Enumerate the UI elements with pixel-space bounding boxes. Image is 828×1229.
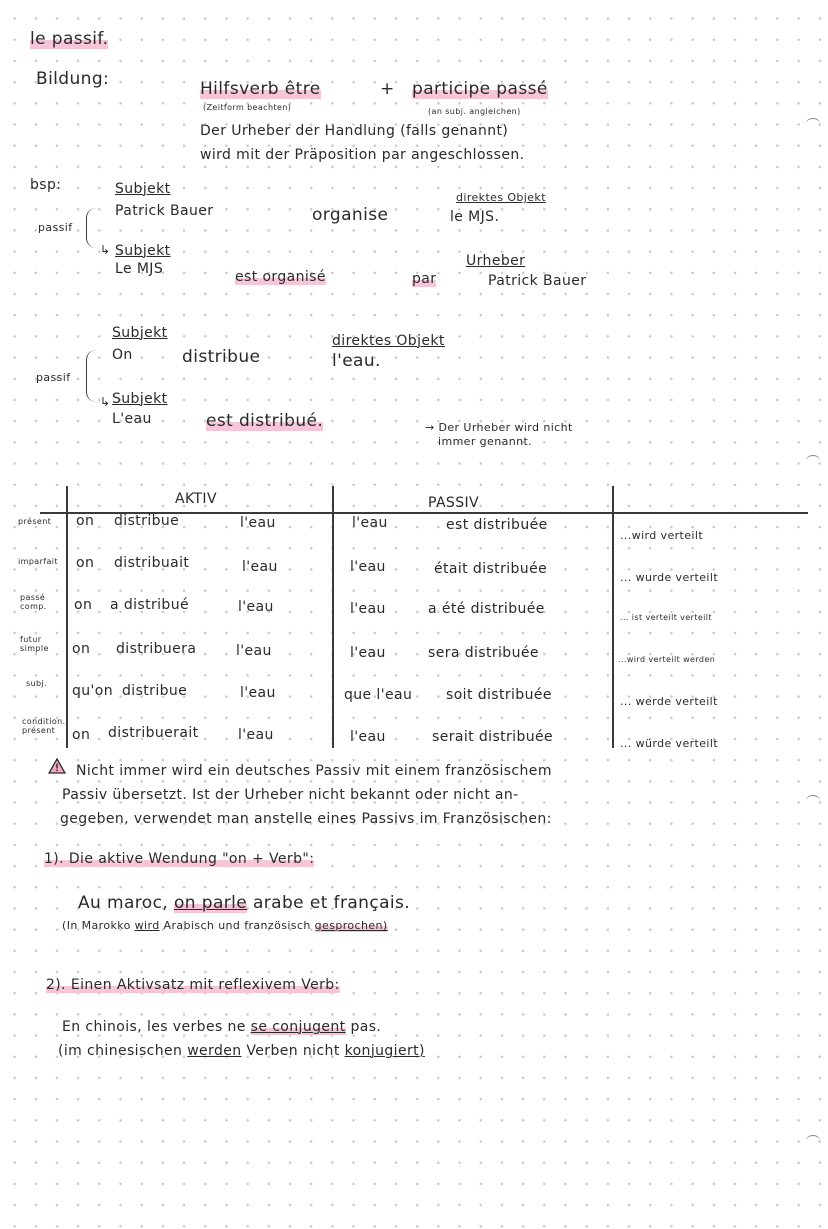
passiv-subject: que l'eau [344,687,413,703]
punch-hole-mark [806,1135,820,1146]
passiv-subject: l'eau [352,515,388,531]
verb-c: distribue [182,347,261,367]
subjekt-label-a: Subjekt [115,181,171,197]
warning-icon-svg [48,758,66,774]
aktiv-subject: on [76,513,95,529]
point2-heading: 2). Einen Aktivsatz mit reflexivem Verb: [46,977,340,993]
punch-hole-mark [806,118,820,129]
punch-hole-mark [806,455,820,466]
aktiv-object: l'eau [238,599,274,615]
passiv-verb: a été distribuée [428,601,545,617]
aktiv-verb: distribue [122,683,188,699]
aktiv-object: l'eau [240,685,276,701]
passiv-subject: l'eau [350,601,386,617]
german-translation: ... wurde verteilt [620,571,719,584]
aktiv-object: l'eau [238,727,274,743]
bildung-line1: Der Urheber der Handlung (falls genannt) [200,123,509,139]
point1-heading: 1). Die aktive Wendung "on + Verb": [44,851,315,867]
subject-c: On [112,347,133,363]
aktiv-header: AKTIV [175,491,217,507]
bildung-note-left: (Zeitform beachten) [203,103,292,112]
formula-left: Hilfsverb être [200,79,321,99]
object-label-2: direktes Objekt [332,333,445,349]
urheber-label: Urheber [466,253,526,269]
passiv-verb: serait distribuée [432,729,554,745]
tense-label: imparfait [18,557,58,566]
aktiv-verb: distribue [114,513,180,529]
formula-plus: + [380,79,395,99]
aktiv-verb: a distribué [110,597,190,613]
bracket-1 [86,208,97,248]
object-c: l'eau. [332,351,381,371]
warning-line3: gegeben, verwendet man anstelle eines Passivs im Französischen: [60,811,552,827]
page-title: le passif. [30,29,109,49]
tense-label: présent [18,517,52,526]
bsp-label: bsp: [30,177,62,193]
point2-translation: (im chinesischen werden Verben nicht konjugiert) [58,1043,425,1059]
verb-d: est distribué. [206,411,324,431]
tense-label: passé comp. [20,593,47,611]
subject-b: Le MJS [115,261,164,277]
aktiv-subject: on [74,597,93,613]
aktiv-subject: on [72,641,91,657]
note-line1: → Der Urheber wird nicht [425,421,573,434]
aktiv-verb: distribuera [116,641,197,657]
aktiv-verb: distribuerait [108,725,199,741]
subject-a: Patrick Bauer [115,203,214,219]
object-label-1: direktes Objekt [456,191,546,204]
german-translation: ...wird verteilt werden [618,655,716,664]
passiv-verb: est distribuée [446,517,548,533]
passiv-verb: soit distribuée [446,687,552,703]
aktiv-object: l'eau [242,559,278,575]
arrow-icon: ↳ [100,395,111,409]
arrow-icon: ↳ [100,243,111,257]
passiv-header: PASSIV [428,495,480,511]
aktiv-subject: qu'on [72,683,114,699]
table-divider-german [612,486,614,748]
aktiv-object: l'eau [240,515,276,531]
passiv-subject: l'eau [350,559,386,575]
subjekt-label-c: Subjekt [112,325,168,341]
passif-label-1: passif [38,221,73,234]
german-translation: ... würde verteilt [620,737,719,750]
warning-icon [48,758,66,774]
german-translation: ...wird verteilt [620,529,704,542]
bildung-line2: wird mit der Präposition par angeschlossen. [200,147,525,163]
tense-label: subj. [26,679,48,688]
passiv-subject: l'eau [350,645,386,661]
note-line2: immer genannt. [438,435,533,448]
warning-line2: Passiv übersetzt. Ist der Urheber nicht bekannt oder nicht an- [62,787,519,803]
point1-example: Au maroc, on parle arabe et français. [78,893,411,913]
passif-label-2: passif [36,371,71,384]
formula-right: participe passé [412,79,548,99]
aktiv-subject: on [72,727,91,743]
punch-hole-mark [806,795,820,806]
bildung-label: Bildung: [36,69,110,89]
bildung-note-right: (an subj. angleichen) [428,107,521,116]
urheber-value: Patrick Bauer [488,273,587,289]
table-divider-aktiv [66,486,68,748]
par-word: par [412,271,437,287]
subjekt-label-d: Subjekt [112,391,168,407]
aktiv-object: l'eau [236,643,272,659]
table-divider-middle [332,486,334,748]
german-translation: ... ist verteilt verteilt [620,613,712,622]
subject-d: L'eau [112,411,152,427]
bracket-2 [86,350,97,402]
object-a: le MJS. [450,209,500,225]
passiv-verb: sera distribuée [428,645,539,661]
point2-example: En chinois, les verbes ne se conjugent pas. [62,1019,382,1035]
point1-translation: (In Marokko wird Arabisch und französisch gesprochen) [62,919,388,932]
passiv-subject: l'eau [350,729,386,745]
subjekt-label-b: Subjekt [115,243,171,259]
verb-b: est organisé [235,269,326,285]
passiv-verb: était distribuée [434,561,548,577]
verb-a: organise [312,205,389,225]
german-translation: ... werde verteilt [620,695,718,708]
warning-line1: Nicht immer wird ein deutsches Passiv mit einem französischem [76,763,552,779]
aktiv-verb: distribuait [114,555,190,571]
tense-label: futur simple [20,635,49,653]
aktiv-subject: on [76,555,95,571]
tense-label: condition. présent [22,717,66,735]
